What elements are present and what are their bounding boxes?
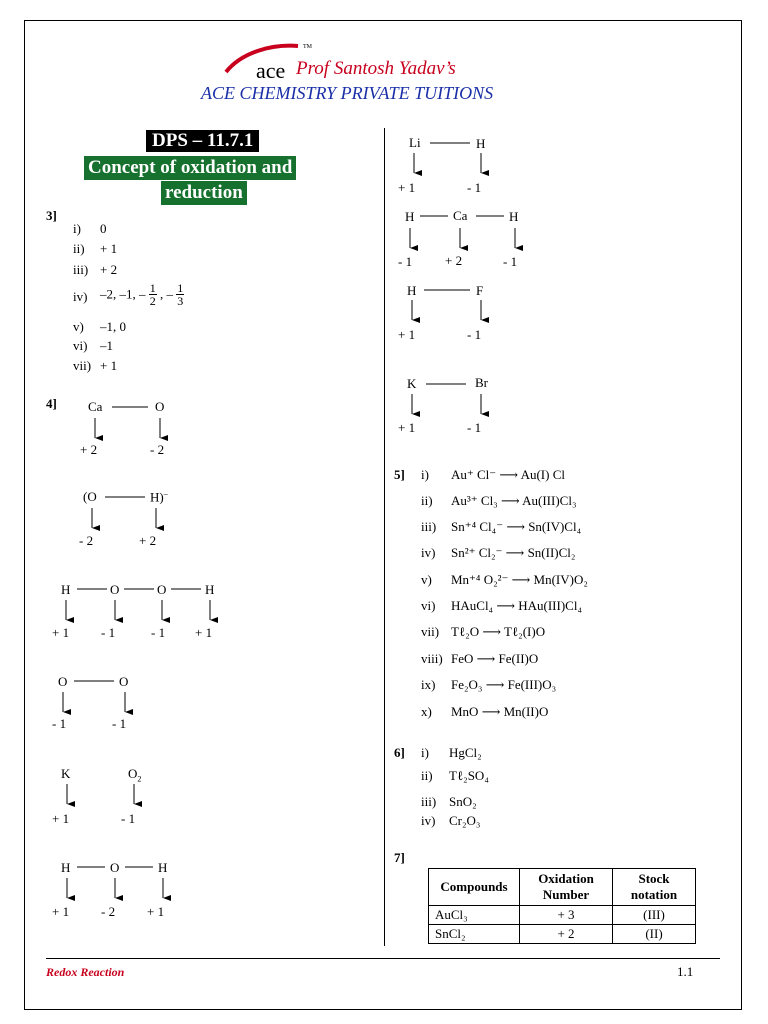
oxidation-value: - 1 <box>151 625 166 640</box>
atom: H <box>476 136 486 151</box>
q3-item-num: iv) <box>73 289 88 304</box>
atom: F <box>476 283 484 298</box>
q5-item-rhs: HAu(III)Cl₄ <box>518 598 582 613</box>
oxidation-value: - 1 <box>398 254 413 269</box>
cell-stock-notation: (III) <box>613 906 696 925</box>
atom: O <box>157 582 167 597</box>
q6-item-value: Tℓ₂SO₄ <box>449 768 489 783</box>
cell-oxidation-number: + 3 <box>520 906 613 925</box>
q3-item-num: iii) <box>73 262 89 277</box>
q3-item-num: v) <box>73 319 84 334</box>
oxidation-value: - 1 <box>467 180 482 195</box>
q3-item-value: + 1 <box>100 241 118 256</box>
q3-item-num: ii) <box>73 241 85 256</box>
q5-item-rhs: Au(I) Cl <box>520 467 565 482</box>
q5-item-lhs: Fe₂O₃ <box>451 677 483 692</box>
q5-item-num: iii) <box>421 519 437 534</box>
reaction-arrow-icon: ⟶ <box>502 545 528 560</box>
logo-text: ace <box>256 58 286 83</box>
q5-item-rhs: Fe(III)O₃ <box>507 677 557 692</box>
q5-item <box>421 519 581 535</box>
q3-item-value: –1 <box>100 338 113 353</box>
q5-item <box>421 493 577 509</box>
oxidation-value: - 1 <box>503 254 518 269</box>
oxidation-value: + 1 <box>52 811 70 826</box>
cell-oxidation-number: + 2 <box>520 925 613 944</box>
atom: H <box>61 860 71 875</box>
reaction-arrow-icon: ⟶ <box>497 493 523 508</box>
oxidation-value: - 1 <box>52 716 67 731</box>
q6-item-num: iii) <box>421 794 437 809</box>
q5-item-lhs: Au³⁺ Cl₃ <box>451 493 498 508</box>
oxidation-value: - 1 <box>467 327 482 342</box>
q5-item <box>421 467 565 483</box>
q5-item <box>421 624 545 640</box>
oxidation-value: + 2 <box>445 253 463 268</box>
q5-item-num: i) <box>421 467 429 482</box>
reaction-arrow-icon: ⟶ <box>496 467 521 482</box>
atom: H <box>158 860 168 875</box>
table-row <box>429 906 696 925</box>
atom: H <box>205 582 215 597</box>
atom: O <box>58 674 68 689</box>
q5-item <box>421 651 538 667</box>
reaction-arrow-icon: ⟶ <box>478 704 504 719</box>
q6-item-num: ii) <box>421 768 433 783</box>
oxidation-value: - 1 <box>112 716 127 731</box>
q5-item-lhs: HAuCl₄ <box>451 598 494 613</box>
reaction-arrow-icon: ⟶ <box>493 598 519 613</box>
q6-item-num: i) <box>421 745 429 760</box>
oxidation-value: - 2 <box>79 533 94 548</box>
q5-item-num: viii) <box>421 651 443 666</box>
q5-item <box>421 545 575 561</box>
institute-name: ACE CHEMISTRY PRIVATE TUITIONS <box>201 83 494 103</box>
atom: Ca <box>88 399 103 414</box>
oxidation-table <box>428 868 696 944</box>
atom: Li <box>409 135 421 150</box>
q5-item-num: iv) <box>421 545 436 560</box>
oxidation-value: + 1 <box>52 904 70 919</box>
q3-item-value: + 1 <box>100 358 118 373</box>
q3-item-num: i) <box>73 221 81 236</box>
reaction-arrow-icon: ⟶ <box>482 677 508 692</box>
cell-compound: SnCl₂ <box>429 925 520 944</box>
q5-item-rhs: Tℓ₂(I)O <box>504 624 546 639</box>
q5-item-rhs: Fe(II)O <box>498 651 539 666</box>
q5-item-lhs: Au⁺ Cl⁻ <box>451 467 497 482</box>
reaction-arrow-icon: ⟶ <box>479 624 504 639</box>
q5-item-lhs: Sn²⁺ Cl₂⁻ <box>451 545 503 560</box>
q4-label: 4] <box>46 396 57 411</box>
q5-item-num: x) <box>421 704 432 719</box>
table-row <box>429 925 696 944</box>
oxidation-value: - 1 <box>121 811 136 826</box>
q5-item-num: vii) <box>421 624 440 639</box>
q5-item-rhs: Au(III)Cl₃ <box>522 493 577 508</box>
atom: K <box>61 766 71 781</box>
q6-item-value: Cr₂O₃ <box>449 813 481 828</box>
q5-item-rhs: Mn(II)O <box>503 704 549 719</box>
atom: O <box>119 674 129 689</box>
q5-item-rhs: Sn(IV)Cl₄ <box>528 519 582 534</box>
q3-item-num: vii) <box>73 358 92 373</box>
oxidation-value: + 2 <box>80 442 98 457</box>
q6-item-num: iv) <box>421 813 436 828</box>
q6-label: 6] <box>394 745 405 760</box>
q7-label: 7] <box>394 850 405 865</box>
oxidation-value: + 1 <box>398 420 416 435</box>
footer-chapter: Redox Reaction <box>46 965 125 979</box>
header-stock-notation: Stock notation <box>613 869 696 906</box>
reaction-arrow-icon: ⟶ <box>503 519 529 534</box>
atom: O <box>155 399 165 414</box>
oxidation-value: - 2 <box>150 442 165 457</box>
atom: Ca <box>453 208 468 223</box>
q5-item <box>421 598 582 614</box>
trademark: TM <box>303 44 312 50</box>
cell-stock-notation: (II) <box>613 925 696 944</box>
q5-label: 5] <box>394 467 405 482</box>
atom: Br <box>475 375 488 390</box>
q5-item-num: vi) <box>421 598 436 613</box>
q3-item-value: –1, 0 <box>100 319 126 334</box>
q5-item-num: ix) <box>421 677 436 692</box>
oxidation-value: + 2 <box>139 533 157 548</box>
reaction-arrow-icon: ⟶ <box>508 572 534 587</box>
atom: H)– <box>150 489 168 505</box>
q5-item-lhs: Mn⁺⁴ O₂²⁻ <box>451 572 509 587</box>
q3-label: 3] <box>46 208 57 223</box>
reaction-arrow-icon: ⟶ <box>473 651 499 666</box>
q3-item-num: vi) <box>73 338 88 353</box>
oxidation-value: + 1 <box>147 904 165 919</box>
atom: O <box>110 582 120 597</box>
oxidation-value: - 1 <box>467 420 482 435</box>
atom: (O <box>83 489 97 504</box>
atom: K <box>407 376 417 391</box>
footer-divider <box>46 958 720 959</box>
q5-item-rhs: Sn(II)Cl₂ <box>527 545 576 560</box>
atom: O <box>110 860 120 875</box>
q5-item <box>421 572 588 588</box>
atom: H <box>61 582 71 597</box>
oxidation-value: + 1 <box>398 180 416 195</box>
header-oxidation-number: Oxidation Number <box>520 869 613 906</box>
table-header-row <box>429 869 696 906</box>
header-compounds: Compounds <box>429 869 520 906</box>
atom: H <box>405 209 415 224</box>
author-name: Prof Santosh Yadav’s <box>296 58 456 79</box>
q5-item-lhs: Sn⁺⁴ Cl₄⁻ <box>451 519 504 534</box>
concept-title-line2: reduction <box>161 181 247 205</box>
q3-item-value-fractions: –2, –1, – $\frac{1}{2}$ , – $\frac{1}{3}$ <box>100 281 184 308</box>
q5-item-lhs: MnO <box>451 704 479 719</box>
oxidation-value: + 1 <box>195 625 213 640</box>
oxidation-value: - 1 <box>101 625 116 640</box>
atom: H <box>407 283 417 298</box>
oxidation-value: - 2 <box>101 904 116 919</box>
concept-title-line1: Concept of oxidation and <box>84 156 296 180</box>
q5-item <box>421 677 556 693</box>
dps-title: DPS – 11.7.1 <box>146 130 259 152</box>
q5-item-rhs: Mn(IV)O₂ <box>533 572 588 587</box>
q6-item-value: HgCl₂ <box>449 745 482 760</box>
q3-item-value: 0 <box>100 221 107 236</box>
oxidation-value: + 1 <box>398 327 416 342</box>
q6-item-value: SnO₂ <box>449 794 477 809</box>
atom: H <box>509 209 519 224</box>
cell-compound: AuCl₃ <box>429 906 520 925</box>
page-number: 1.1 <box>677 964 694 979</box>
q5-item-num: v) <box>421 572 432 587</box>
oxidation-value: + 1 <box>52 625 70 640</box>
q5-item <box>421 704 548 720</box>
atom: $O_2$ <box>128 766 142 784</box>
q5-item-lhs: Tℓ₂O <box>451 624 480 639</box>
q5-item-lhs: FeO <box>451 651 474 666</box>
q3-item-value: + 2 <box>100 262 118 277</box>
q5-item-num: ii) <box>421 493 433 508</box>
